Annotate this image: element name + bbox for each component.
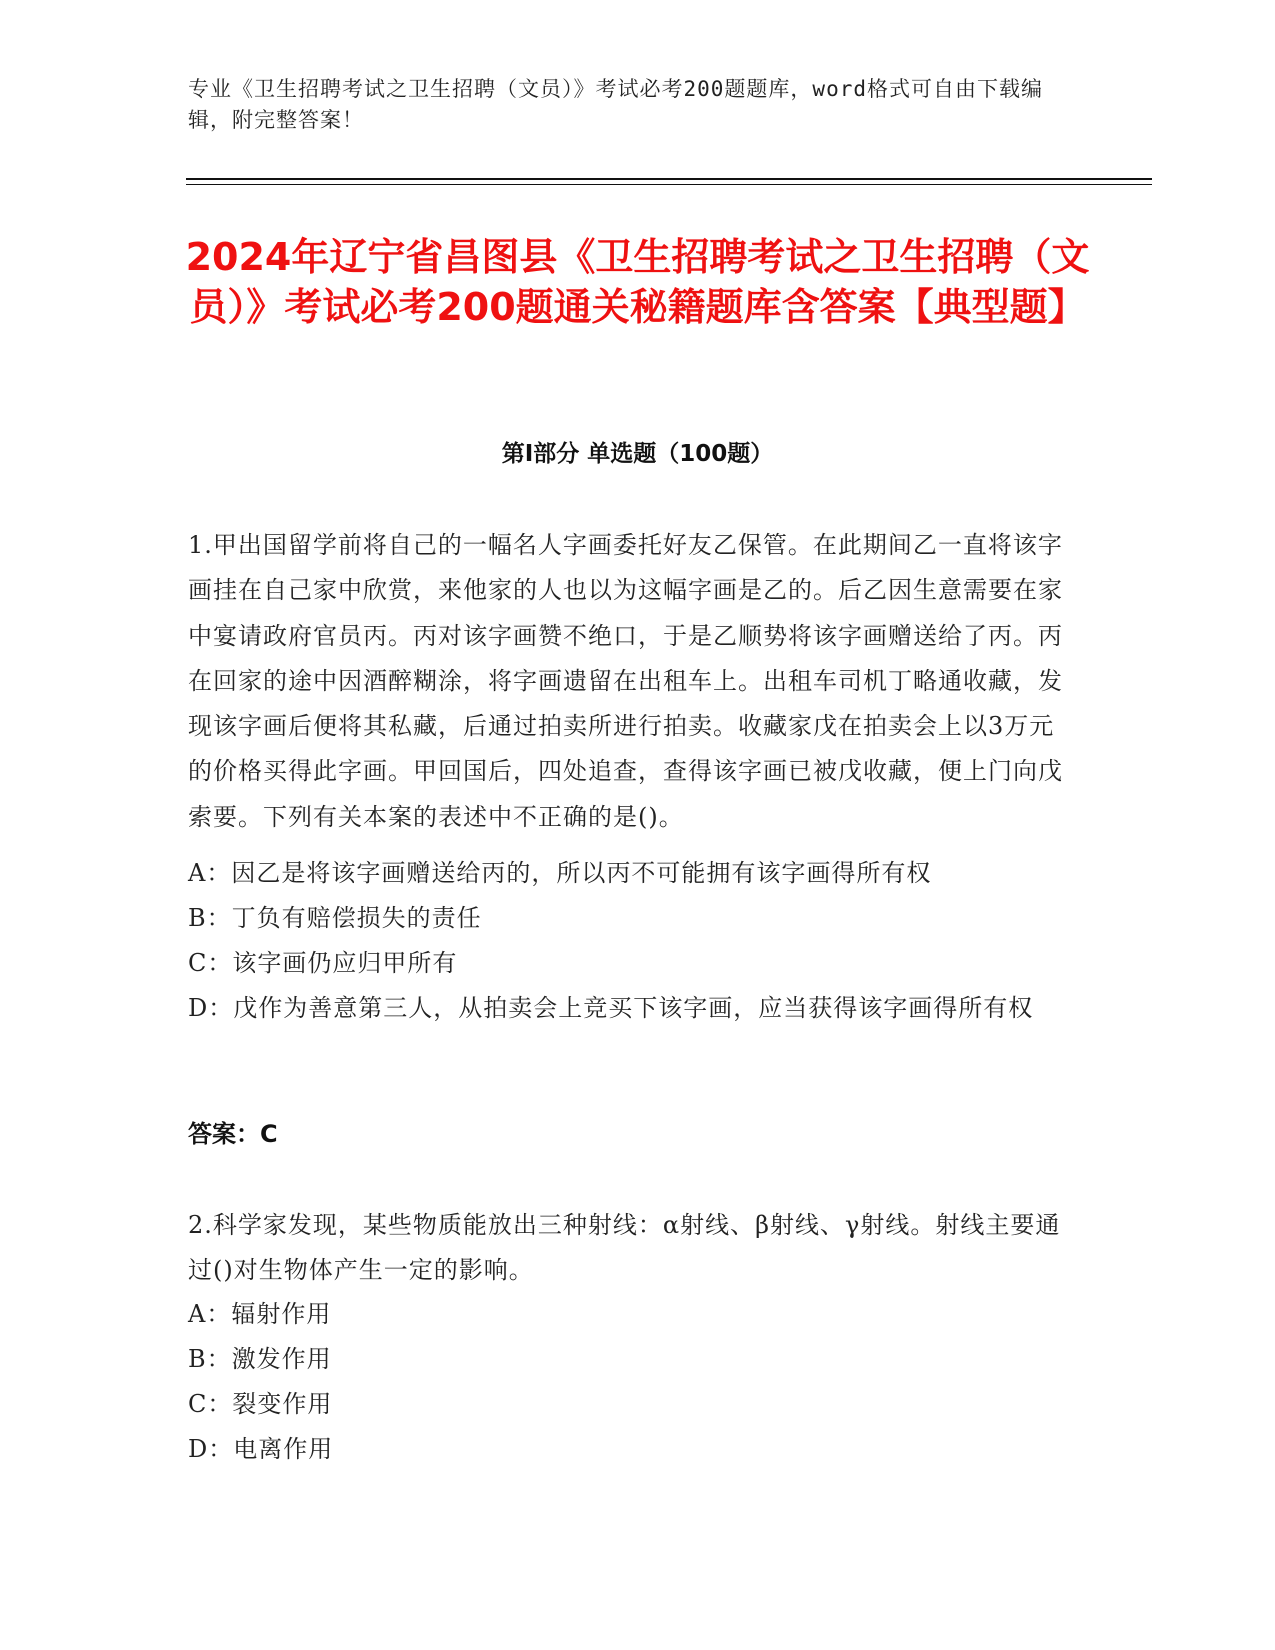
question-2-option-d: D：电离作用 <box>188 1435 334 1463</box>
question-2-option-b: B：激发作用 <box>188 1345 332 1373</box>
question-1-option-b: B：丁负有赔偿损失的责任 <box>188 904 482 932</box>
question-1-answer: 答案：C <box>188 1120 278 1148</box>
question-1-option-c: C：该字画仍应归甲所有 <box>188 949 458 977</box>
question-1-option-d: D：戊作为善意第三人，从拍卖会上竞买下该字画，应当获得该字画得所有权 <box>188 994 1034 1022</box>
section-title: 第Ⅰ部分 单选题（100题） <box>501 441 774 467</box>
header-rule-thin <box>186 184 1152 185</box>
header-note: 专业《卫生招聘考试之卫生招聘（文员）》考试必考200题题库，word格式可自由下载编辑，附完整答案！ <box>188 77 1043 132</box>
question-1-stem: 1.甲出国留学前将自己的一幅名人字画委托好友乙保管。在此期间乙一直将该字画挂在自己家中欣赏，来他家的人也以为这幅字画是乙的。后乙因生意需要在家中宴请政府官员丙。丙对该字画赞不绝口，于是乙顺势将该字画赠送给了丙。丙在回家的途中因酒醉糊涂，将字画遗留在出租车上。出租车司机丁略通收藏，发现该字画后便将其私藏，后通过拍卖所进行拍卖。收藏家戊在拍卖会上以3万元的价格买得此字画。甲回国后，四处追查，查得该字画已被戊收藏，便上门向戊索要。下列有关本案的表述中不正确的是()。 <box>188 531 1063 831</box>
document-title: 2024年辽宁省昌图县《卫生招聘考试之卫生招聘（文员）》考试必考200题通关秘籍题库含答案【典型题】 <box>185 235 1090 329</box>
header-rule-thick <box>186 178 1152 180</box>
question-2-option-c: C：裂变作用 <box>188 1390 333 1418</box>
question-2-stem: 2.科学家发现，某些物质能放出三种射线：α射线、β射线、γ射线。射线主要通过()对生物体产生一定的影响。 <box>188 1211 1061 1285</box>
question-1-option-a: A：因乙是将该字画赠送给丙的，所以丙不可能拥有该字画得所有权 <box>188 859 932 887</box>
question-2-option-a: A：辐射作用 <box>188 1300 332 1328</box>
